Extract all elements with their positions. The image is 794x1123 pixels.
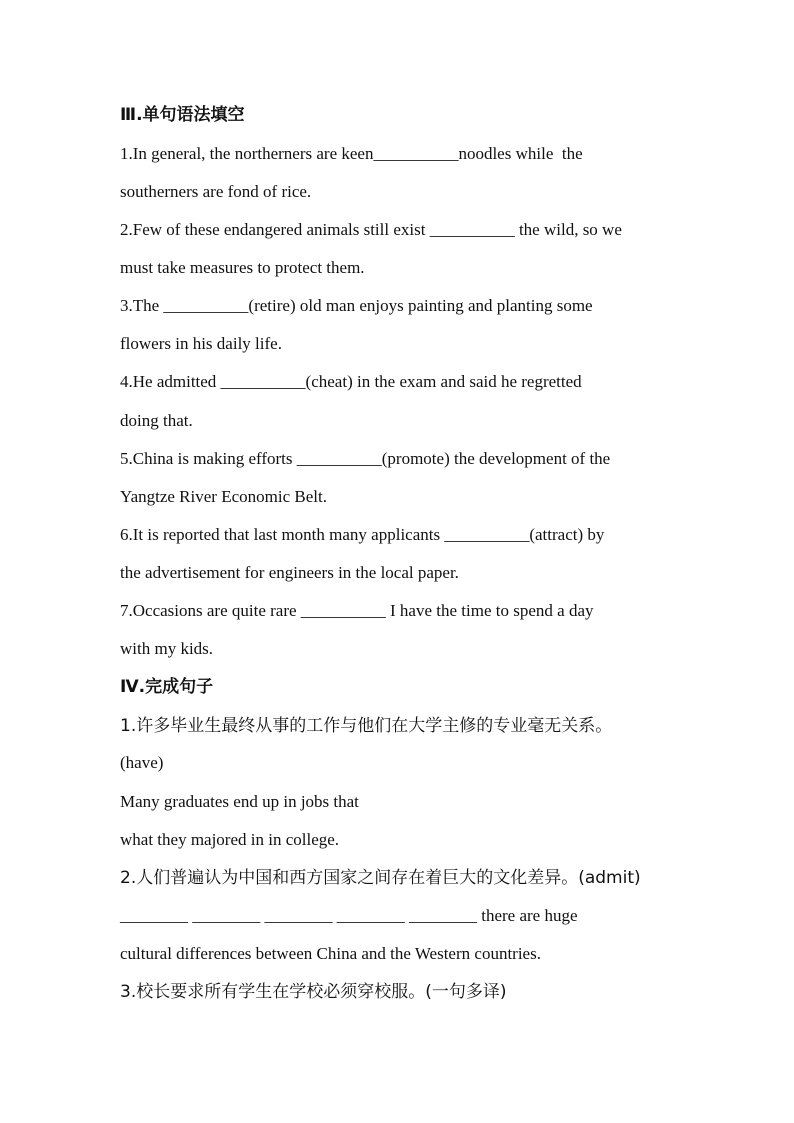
section-3-line-8: doing that.: [120, 411, 193, 430]
section-3-line-4: must take measures to protect them.: [120, 258, 365, 277]
section-3-line-12: the advertisement for engineers in the local paper.: [120, 563, 459, 582]
section-3-line-5: 3.The __________(retire) old man enjoys painting and planting some: [120, 296, 593, 315]
section-3-line-9: 5.China is making efforts __________(promote) the development of the: [120, 449, 611, 468]
section-3-line-6: flowers in his daily life.: [120, 334, 282, 353]
section-3-heading: Ⅲ.单句语法填空: [120, 105, 245, 125]
section-3-line-10: Yangtze River Economic Belt.: [120, 487, 327, 506]
section-4-q2-blanks: ________ ________ ________ ________ ________ there are huge: [120, 906, 578, 925]
section-3-line-13: 7.Occasions are quite rare __________ I have the time to spend a day: [120, 601, 594, 620]
section-3-line-7: 4.He admitted __________(cheat) in the exam and said he regretted: [120, 372, 582, 391]
section-3-line-1: 1.In general, the northerners are keen__________noodles while the: [120, 144, 583, 163]
section-4-q1-english-2: what they majored in in college.: [120, 830, 340, 849]
section-3-line-14: with my kids.: [120, 639, 214, 658]
section-4-q2-chinese: 2.人们普遍认为中国和西方国家之间存在着巨大的文化差异。(admit): [120, 868, 641, 888]
section-4-q1-hint: (have): [120, 753, 164, 772]
section-4-heading: Ⅳ.完成句子: [120, 677, 214, 697]
section-4-q3-chinese: 3.校长要求所有学生在学校必须穿校服。(一句多译): [120, 982, 507, 1002]
section-4-q1-english-1: Many graduates end up in jobs that: [120, 792, 359, 811]
section-3-line-3: 2.Few of these endangered animals still exist __________ the wild, so we: [120, 220, 622, 239]
section-3-line-11: 6.It is reported that last month many applicants __________(attract) by: [120, 525, 605, 544]
section-3-line-2: southerners are fond of rice.: [120, 182, 312, 201]
section-4-q2-english-2: cultural differences between China and the Western countries.: [120, 944, 541, 963]
section-4-q1-chinese: 1.许多毕业生最终从事的工作与他们在大学主修的专业毫无关系。: [120, 716, 613, 736]
